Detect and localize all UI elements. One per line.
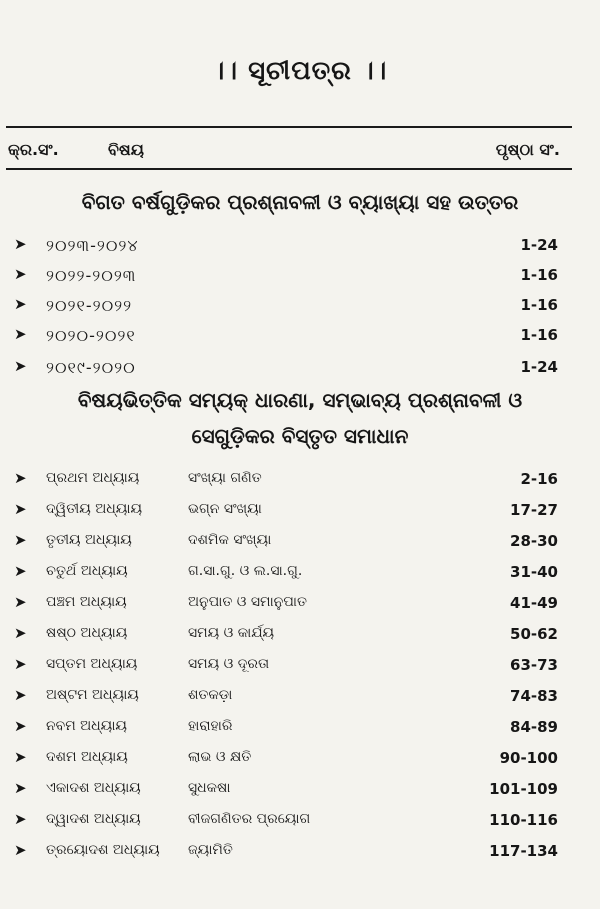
page-range: 63-73 (510, 656, 558, 674)
year-row (0, 322, 600, 352)
chapter-label: ନବମ ଅଧ୍ୟାୟ (46, 718, 127, 734)
page-range: 1-24 (520, 236, 558, 254)
chapter-label: ଦ୍ୱିତୀୟ ଅଧ୍ୟାୟ (46, 501, 143, 517)
chapter-row (0, 528, 600, 558)
topic-label: ଲାଭ ଓ କ୍ଷତି (188, 749, 252, 765)
arrow-bullet-icon: ➤ (14, 469, 27, 487)
arrow-bullet-icon: ➤ (14, 748, 27, 766)
page-column-header: ପୃଷ୍ଠା ସଂ. (495, 140, 560, 159)
serial-column-header: କ୍ର.ସଂ. (8, 140, 59, 159)
topic-label: ସମୟ ଓ ଦୂରତା (188, 656, 270, 672)
arrow-bullet-icon: ➤ (14, 717, 27, 735)
chapter-label: ପଞ୍ଚମ ଅଧ୍ୟାୟ (46, 594, 127, 610)
arrow-bullet-icon: ➤ (14, 686, 27, 704)
page-range: 17-27 (510, 501, 558, 519)
arrow-bullet-icon: ➤ (14, 235, 27, 253)
year-row (0, 262, 600, 292)
year-label: ୨୦୧୯-୨୦୨୦ (46, 358, 136, 377)
arrow-bullet-icon: ➤ (14, 357, 27, 375)
arrow-bullet-icon: ➤ (14, 295, 27, 313)
arrow-bullet-icon: ➤ (14, 655, 27, 673)
page-range: 84-89 (510, 718, 558, 736)
year-label: ୨୦୨୩-୨୦୨୪ (46, 236, 139, 255)
arrow-bullet-icon: ➤ (14, 562, 27, 580)
chapter-row (0, 683, 600, 713)
topic-label: ଜ୍ୟାମିତି (188, 842, 233, 858)
chapter-label: ତ୍ରୟୋଦଶ ଅଧ୍ୟାୟ (46, 842, 160, 858)
arrow-bullet-icon: ➤ (14, 325, 27, 343)
page-range: 50-62 (510, 625, 558, 643)
topic-label: ଅନୁପାତ ଓ ସମାନୁପାତ (188, 594, 307, 610)
year-row (0, 232, 600, 262)
chapter-row (0, 590, 600, 620)
page-range: 1-16 (520, 266, 558, 284)
page-range: 41-49 (510, 594, 558, 612)
chapter-row (0, 497, 600, 527)
chapter-label: ଦଶମ ଅଧ୍ୟାୟ (46, 749, 128, 765)
year-row (0, 292, 600, 322)
page-range: 90-100 (499, 749, 558, 767)
topic-label: ହାରାହାରି (188, 718, 233, 734)
chapter-label: ଏକାଦଶ ଅଧ୍ୟାୟ (46, 780, 141, 796)
page-range: 1-16 (520, 326, 558, 344)
topic-label: ସଂଖ୍ୟା ଗଣିତ (188, 470, 262, 486)
topic-label: ଶତକଡ଼ା (188, 687, 233, 703)
subject-column-header: ବିଷୟ (108, 140, 144, 159)
chapter-label: ଅଷ୍ଟମ ଅଧ୍ୟାୟ (46, 687, 139, 703)
page-range: 74-83 (510, 687, 558, 705)
chapter-label: ଷଷ୍ଠ ଅଧ୍ୟାୟ (46, 625, 128, 641)
page-title: ।। ସୂଚୀପତ୍ର ।। (212, 56, 388, 86)
chapter-label: ପ୍ରଥମ ଅଧ୍ୟାୟ (46, 470, 140, 486)
page-range: 101-109 (489, 780, 558, 798)
year-label: ୨୦୨୨-୨୦୨୩ (46, 266, 137, 285)
arrow-bullet-icon: ➤ (14, 624, 27, 642)
chapter-label: ଦ୍ୱାଦଶ ଅଧ୍ୟାୟ (46, 811, 141, 827)
chapter-label: ସପ୍ତମ ଅଧ୍ୟାୟ (46, 656, 138, 672)
arrow-bullet-icon: ➤ (14, 265, 27, 283)
chapter-label: ତୃତୀୟ ଅଧ୍ୟାୟ (46, 532, 132, 548)
header-top-rule (6, 126, 572, 128)
chapter-row (0, 559, 600, 589)
chapter-row (0, 621, 600, 651)
page-range: 110-116 (489, 811, 558, 829)
page-range: 2-16 (520, 470, 558, 488)
chapter-row (0, 776, 600, 806)
chapter-row (0, 652, 600, 682)
page-range: 1-24 (520, 358, 558, 376)
chapter-label: ଚତୁର୍ଥ ଅଧ୍ୟାୟ (46, 563, 128, 579)
section-title-topicwise-line1: ବିଷୟଭିତ୍ତିକ ସମ୍ୟକ୍ ଧାରଣା, ସମ୍ଭାବ୍ୟ ପ୍ରଶ୍ନାବଳୀ ଓ (77, 388, 523, 412)
page-range: 117-134 (489, 842, 558, 860)
topic-label: ସୁଧକଷା (188, 780, 231, 796)
topic-label: ବୀଜଗଣିତର ପ୍ରୟୋଗ (188, 811, 311, 827)
arrow-bullet-icon: ➤ (14, 810, 27, 828)
section-title-previous-years: ବିଗତ ବର୍ଷଗୁଡ଼ିକର ପ୍ରଶ୍ନାବଳୀ ଓ ବ୍ୟାଖ୍ୟା ସହ ଉତ୍ତର (81, 190, 519, 214)
arrow-bullet-icon: ➤ (14, 841, 27, 859)
arrow-bullet-icon: ➤ (14, 500, 27, 518)
section-title-topicwise-line2: ସେଗୁଡ଼ିକର ବିସ୍ତୃତ ସମାଧାନ (191, 424, 409, 448)
chapter-row (0, 807, 600, 837)
year-label: ୨୦୨୧-୨୦୨୨ (46, 296, 133, 315)
page-range: 31-40 (510, 563, 558, 581)
arrow-bullet-icon: ➤ (14, 779, 27, 797)
topic-label: ସମୟ ଓ କାର୍ଯ୍ୟ (188, 625, 275, 641)
year-label: ୨୦୨୦-୨୦୨୧ (46, 326, 136, 345)
year-row (0, 354, 600, 384)
topic-label: ଭଗ୍ନ ସଂଖ୍ୟା (188, 501, 262, 517)
chapter-row (0, 714, 600, 744)
arrow-bullet-icon: ➤ (14, 593, 27, 611)
topic-label: ଗ.ସା.ଗୁ. ଓ ଲ.ସା.ଗୁ. (188, 563, 303, 579)
page-range: 1-16 (520, 296, 558, 314)
page-range: 28-30 (510, 532, 558, 550)
header-bottom-rule (6, 168, 572, 170)
arrow-bullet-icon: ➤ (14, 531, 27, 549)
chapter-row (0, 838, 600, 868)
topic-label: ଦଶମିକ ସଂଖ୍ୟା (188, 532, 272, 548)
chapter-row (0, 745, 600, 775)
chapter-row (0, 466, 600, 496)
